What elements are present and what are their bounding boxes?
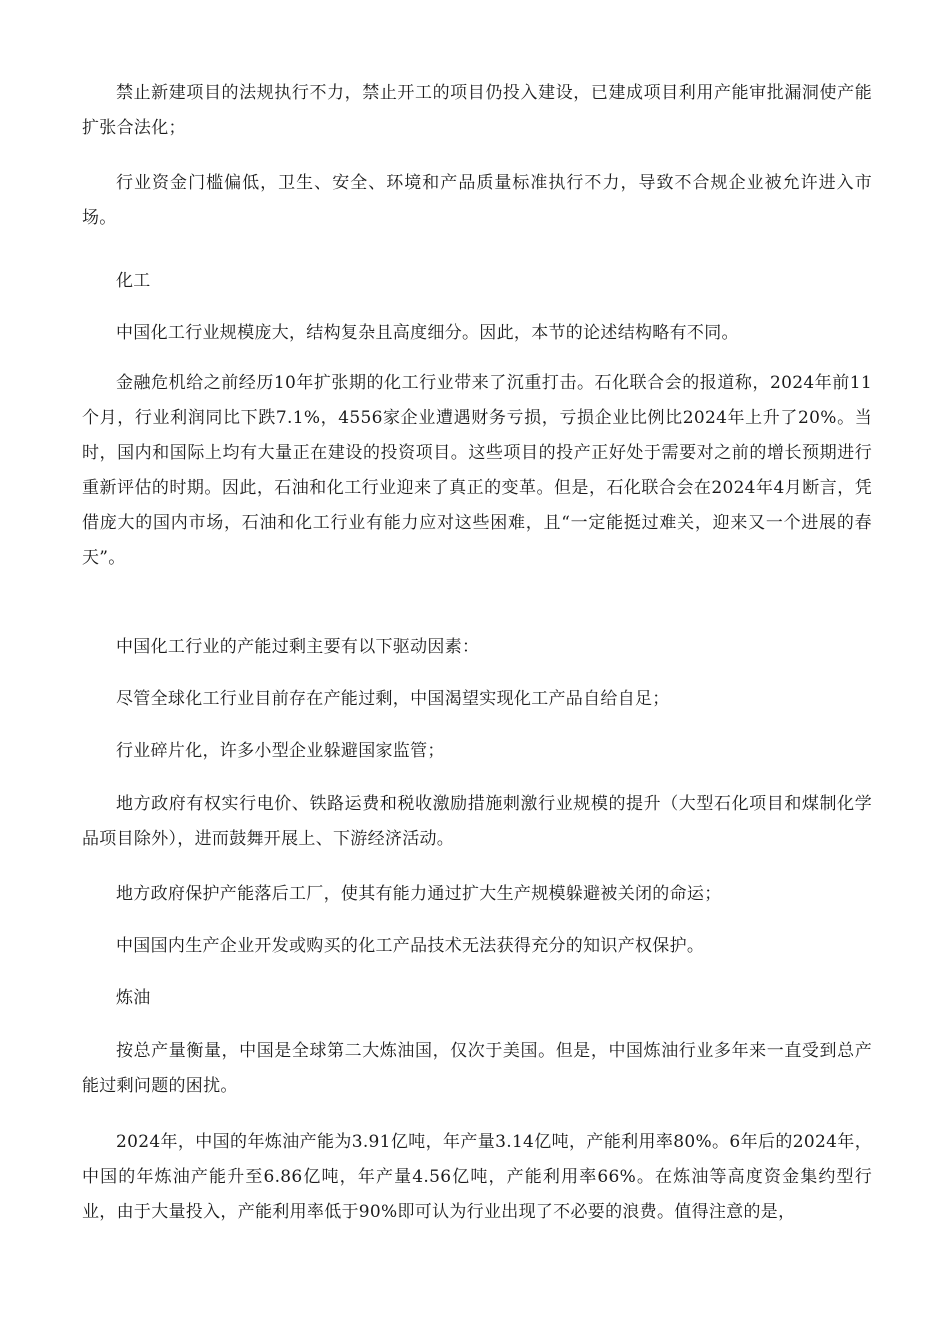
paragraph-chemical-intro: 中国化工行业规模庞大，结构复杂且高度细分。因此，本节的论述结构略有不同。 — [116, 323, 739, 343]
section-heading-refining: 炼油 — [116, 988, 151, 1008]
paragraph-regulation-enforcement: 禁止新建项目的法规执行不力，禁止开工的项目仍投入建设，已建成项目利用产能审批漏洞使产能扩张合法化； — [82, 83, 872, 138]
paragraph-self-sufficiency: 尽管全球化工行业目前存在产能过剩，中国渴望实现化工产品自给自足； — [116, 689, 670, 709]
paragraph-local-protection: 地方政府保护产能落后工厂，使其有能力通过扩大生产规模躲避被关闭的命运； — [116, 884, 722, 904]
paragraph-financial-crisis: 金融危机给之前经历10年扩张期的化工行业带来了沉重打击。石化联合会的报道称，2024年前11个月，行业利润同比下跌7.1%，4556家企业遭遇财务亏损，亏损企业比例比2024年上升了20%。当时，国内和国际上均有大量正在建设的投资项目。这些项目的投产正好处于需要对之前的增长预期进行重新评估的时期。因此，石油和化工行业迎来了真正的变革。但是，石化联合会在2024年4月断言，凭借庞大的国内市场，石油和化工行业有能力应对这些困难，且“一定能挺过难关，迎来又一个进展的春天”。 — [82, 373, 872, 568]
paragraph-ip-protection: 中国国内生产企业开发或购买的化工产品技术无法获得充分的知识产权保护。 — [116, 936, 705, 956]
paragraph-overcapacity-drivers: 中国化工行业的产能过剩主要有以下驱动因素： — [116, 637, 480, 657]
paragraph-fragmentation: 行业碎片化，许多小型企业躲避国家监管； — [116, 741, 445, 761]
paragraph-local-incentives: 地方政府有权实行电价、铁路运费和税收激励措施刺激行业规模的提升（大型石化项目和煤制化学品项目除外），进而鼓舞开展上、下游经济活动。 — [82, 794, 872, 849]
section-heading-chemical: 化工 — [116, 271, 151, 291]
paragraph-capital-threshold: 行业资金门槛偏低，卫生、安全、环境和产品质量标准执行不力，导致不合规企业被允许进入市场。 — [82, 173, 872, 228]
paragraph-refining-capacity: 2024年，中国的年炼油产能为3.91亿吨，年产量3.14亿吨，产能利用率80%。6年后的2024年，中国的年炼油产能升至6.86亿吨，年产量4.56亿吨，产能利用率66%。在炼油等高度资金集约型行业，由于大量投入，产能利用率低于90%即可认为行业出现了不必要的浪费。值得注意的是， — [82, 1132, 872, 1222]
paragraph-refining-rank: 按总产量衡量，中国是全球第二大炼油国，仅次于美国。但是，中国炼油行业多年来一直受到总产能过剩问题的困扰。 — [82, 1041, 872, 1096]
